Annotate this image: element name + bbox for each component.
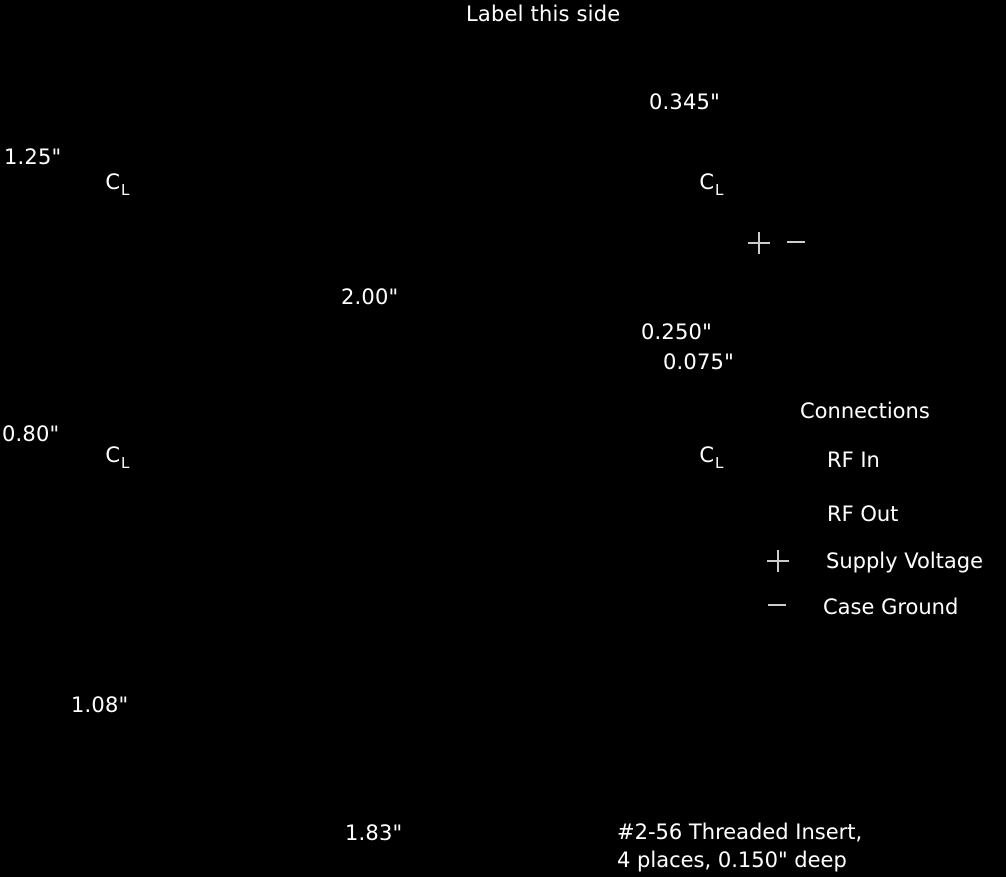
- connection-label-rf-in: RF In: [827, 448, 880, 472]
- dimension-label-1-83: 1.83": [345, 821, 403, 845]
- connection-label-rf-out: RF Out: [827, 502, 899, 526]
- centerline-c: C: [105, 443, 121, 467]
- dimension-label-0-80: 0.80": [2, 422, 60, 446]
- centerline-symbol-left-top: [92, 146, 130, 199]
- centerline-c: C: [699, 170, 715, 194]
- dimension-label-2-00: 2.00": [341, 285, 399, 309]
- centerline-l: L: [715, 181, 724, 199]
- centerline-c: C: [699, 443, 715, 467]
- connections-heading: Connections: [800, 399, 930, 423]
- centerline-l: L: [715, 454, 724, 472]
- dimension-label-0-075: 0.075": [663, 350, 734, 374]
- connection-label-supply-voltage: Supply Voltage: [826, 549, 984, 573]
- page-title: Label this side: [466, 2, 621, 26]
- centerline-l: L: [121, 454, 130, 472]
- centerline-symbol-right-bottom: [686, 419, 724, 472]
- plus-icon-legend: [767, 550, 789, 572]
- centerline-symbol-left-bottom: [92, 419, 130, 472]
- connection-label-case-ground: Case Ground: [823, 595, 959, 619]
- dimension-label-0-250: 0.250": [641, 320, 712, 344]
- minus-icon-legend: [768, 604, 786, 606]
- centerline-symbol-right-top: [686, 146, 724, 199]
- threaded-insert-note-line2: 4 places, 0.150" deep: [617, 848, 847, 872]
- dimension-label-1-08: 1.08": [71, 693, 129, 717]
- threaded-insert-note-line1: #2-56 Threaded Insert,: [617, 820, 863, 844]
- plus-icon-top: [748, 232, 770, 254]
- dimension-label-1-25: 1.25": [4, 145, 62, 169]
- dimension-label-0-345: 0.345": [649, 90, 720, 114]
- centerline-l: L: [121, 181, 130, 199]
- centerline-c: C: [105, 170, 121, 194]
- minus-icon-top: [787, 241, 805, 243]
